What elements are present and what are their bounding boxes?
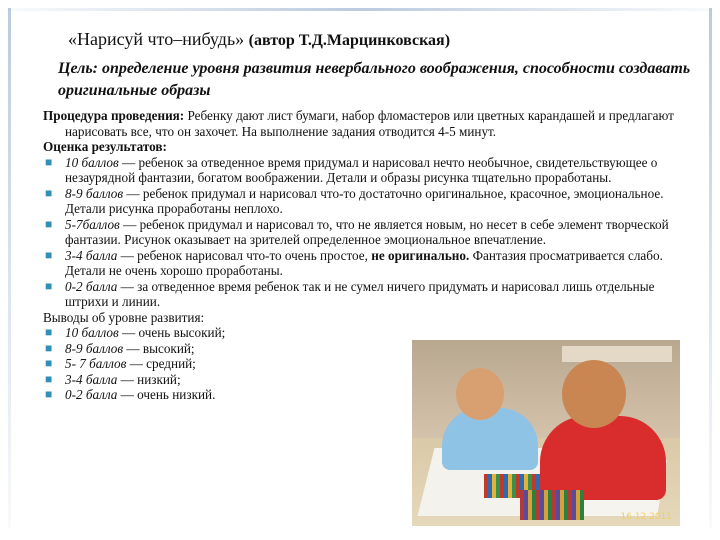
frame-top-decoration: [8, 8, 712, 11]
square-bullet-icon: ■: [45, 340, 53, 355]
photo-child-red-head: [562, 360, 626, 428]
evaluation-item: [43, 279, 683, 310]
evaluation-text: — за отведенное время ребенок так и не сумел ничего придумать и нарисовал лишь отдельные штрихи и линии.: [65, 278, 655, 309]
procedure-label: Процедура проведения:: [43, 108, 185, 123]
square-bullet-icon: ■: [45, 371, 53, 386]
square-bullet-icon: ■: [45, 387, 53, 401]
square-bullet-icon: ■: [45, 216, 53, 231]
evaluation-score: 3-4 балла: [65, 247, 118, 263]
square-bullet-icon: ■: [45, 356, 53, 370]
evaluation-label: Оценка результатов:: [43, 139, 167, 154]
photo-date-stamp: 16 12 2011: [620, 512, 672, 522]
conclusion-text: — высокий;: [123, 340, 195, 356]
conclusions-label: Выводы об уровне развития:: [43, 309, 205, 325]
goal-text: Цель: определение уровня развития невербального воображения, способности создавать оригинальные образы: [58, 60, 691, 99]
photo-shelf: [562, 346, 672, 362]
evaluation-text-continued: Фантазия просматривается слабо. Детали не очень хорошо проработаны.: [65, 247, 663, 278]
evaluation-text: — ребенок нарисовал что-то очень простое,: [117, 247, 372, 263]
photo-child-blue-head: [456, 368, 504, 420]
frame-right-decoration: [709, 8, 712, 528]
photo-child-red: [540, 416, 666, 500]
evaluation-item: [43, 248, 683, 279]
square-bullet-icon: ■: [45, 247, 53, 262]
conclusion-item: [43, 325, 683, 341]
conclusion-score: 3-4 балла: [65, 371, 118, 387]
conclusion-score: 5- 7 баллов: [65, 356, 127, 371]
title-main: «Нарисуй что–нибудь»: [68, 29, 245, 49]
evaluation-text: — ребенок придумал и нарисовал что-то достаточно оригинальное, красочное, эмоциональное. Детали рисунка проработаны неплохо.: [65, 185, 664, 216]
procedure-text: Ребенку дают лист бумаги, набор фломастеров или цветных карандашей и предлагают нарисовать все, что он захочет. На выполнение задания отводится 4-5 минут.: [65, 108, 674, 139]
evaluation-item: [43, 217, 683, 248]
evaluation-item: [43, 186, 683, 217]
photo-crayon-set: [520, 490, 584, 520]
evaluation-text: — ребенок придумал и нарисовал то, что не является новым, но несет в себе элемент творческой фантазии. Рисунок оказывает на зрителей определенное эмоциональное впечатление.: [65, 216, 669, 247]
evaluation-score: 10 баллов: [65, 154, 119, 170]
slide-title: [68, 29, 450, 50]
title-author: (автор Т.Д.Марцинковская): [248, 32, 451, 49]
square-bullet-icon: ■: [45, 325, 53, 339]
conclusion-text: — очень высокий;: [118, 325, 226, 340]
conclusion-score: 10 баллов: [65, 325, 119, 340]
conclusion-score: 8-9 баллов: [65, 340, 124, 356]
evaluation-score: 5-7баллов: [65, 216, 120, 232]
evaluation-bold-text: не оригинально.: [371, 247, 470, 263]
evaluation-text: — ребенок за отведенное время придумал и нарисовал нечто необычное, свидетельствующее о незаурядной фантазии, богатом воображении. Детали и образы рисунка тщательно проработаны.: [65, 154, 658, 185]
square-bullet-icon: ■: [45, 154, 53, 169]
evaluation-score: 8-9 баллов: [65, 185, 124, 201]
procedure-paragraph: [43, 108, 683, 139]
children-drawing-photo: [412, 340, 680, 526]
square-bullet-icon: ■: [45, 185, 53, 200]
evaluation-item: [43, 155, 683, 186]
conclusion-text: — средний;: [126, 356, 196, 371]
frame-left-decoration: [8, 8, 11, 528]
conclusion-score: 0-2 балла: [65, 387, 118, 402]
square-bullet-icon: ■: [45, 278, 53, 293]
conclusion-text: — низкий;: [117, 371, 181, 387]
evaluation-score: 0-2 балла: [65, 278, 118, 294]
conclusion-text: — очень низкий.: [117, 387, 216, 402]
